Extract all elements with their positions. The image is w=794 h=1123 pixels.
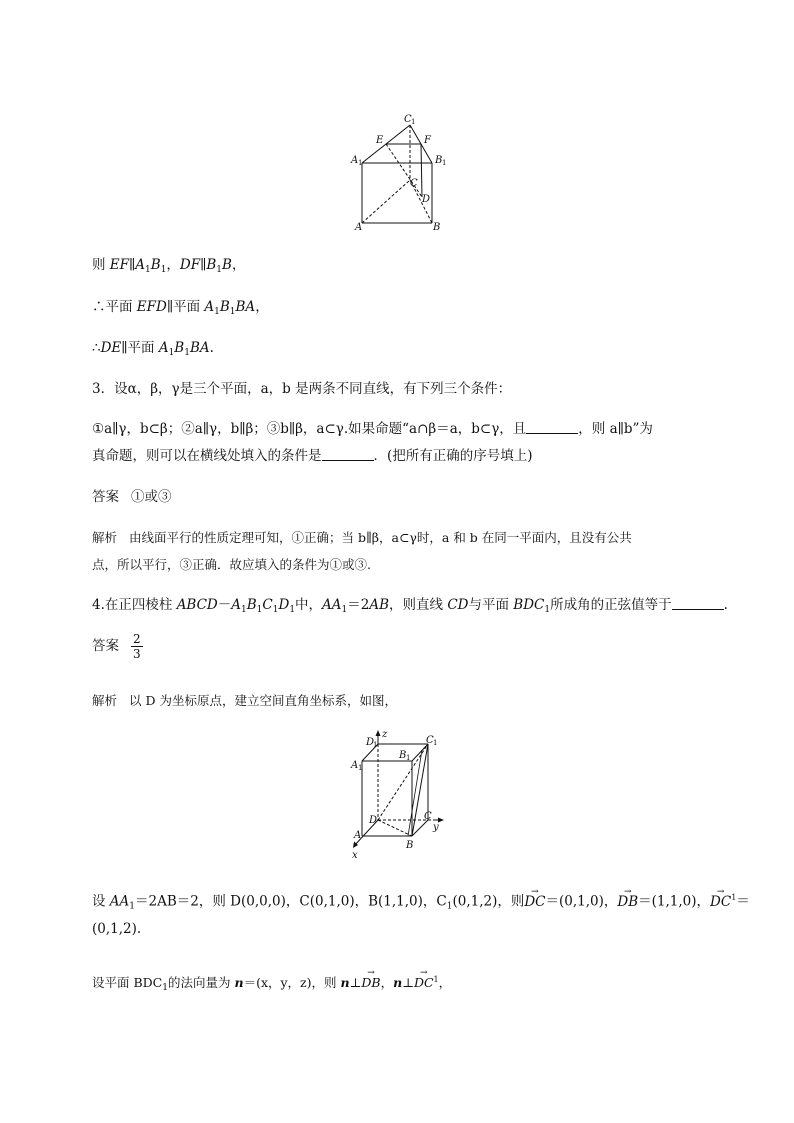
figure-coordinate-box [344, 728, 448, 860]
q3-conditions: ①a∥γ，b⊂β；②a∥γ，b∥β；③b∥β，a⊂γ.如果命题“a∩β＝a，b⊂γ，且 ，则 a∥b”为 [92, 421, 653, 437]
label-z: z [382, 729, 388, 740]
q3-question: 真命题，则可以在横线处填入的条件是 ．(把所有正确的序号填上) [92, 448, 533, 464]
label-a: A [355, 222, 363, 233]
q3-stem: 3．设α，β，γ是三个平面，a，b 是两条不同直线，有下列三个条件： [92, 381, 512, 397]
label-b: B [433, 222, 441, 233]
q3-blank-2 [322, 447, 374, 461]
label-c1-sub: 1 [411, 118, 416, 126]
label-c1: C [426, 735, 434, 746]
label-b1: B [399, 750, 407, 761]
label-f: F [424, 135, 431, 146]
q4-normal: 设平面 $BDC_1$的法向量为 n＝(x，y，z)，则 n⊥→ DB，n⊥→ $DC^1$， [92, 971, 451, 997]
label-x: x [352, 850, 358, 860]
svg-text:1: 1 [433, 739, 438, 747]
q3-blank-1 [526, 420, 578, 434]
label-c: C [424, 811, 432, 822]
label-b: B [406, 840, 414, 851]
svg-text:1: 1 [406, 754, 411, 762]
q4-coords-2: (0,1,2). [92, 921, 142, 937]
q4-analysis-1: 解析 以 D 为坐标原点，建立空间直角坐标系，如图， [92, 693, 397, 708]
label-b1-sub: 1 [442, 159, 447, 167]
label-a: A [354, 830, 362, 841]
label-c: C [410, 178, 418, 189]
q3-analysis-1: 解析 由线面平行的性质定理可知，①正确；当 b∥β，a⊂γ时，a 和 b 在同一平面内，且没有公共 [92, 530, 632, 545]
q4-answer: 答案 $\frac{2}{3}$ [92, 632, 141, 661]
q4-stem: 4.在正四棱柱 $ABCD-A_1B_1C_1D_1$中，$AA_1=2AB$，则直线 CD与平面 $BDC_1$所成角的正弦值等于 . [92, 597, 728, 615]
answer-fraction: $\frac{2}{3}$ [133, 632, 141, 661]
svg-text:1: 1 [358, 764, 363, 772]
label-a1: A [351, 760, 359, 771]
label-e: E [376, 135, 384, 146]
label-c1: C [404, 114, 412, 125]
proof-line-2: ∴平面 EFD∥平面 $A_1B_1BA$， [92, 299, 269, 317]
label-d: D [369, 815, 378, 826]
figure-prism [340, 108, 460, 236]
q4-blank [672, 596, 724, 610]
label-a1: A [351, 155, 359, 166]
label-d: D [422, 194, 431, 205]
proof-line-1: 则 $EF\parallel A_1B_1$，$DF\parallel B_1B$， [92, 257, 246, 275]
label-d1: D [366, 737, 375, 748]
label-a1-sub: 1 [358, 159, 363, 167]
proof-line-3: ∴DE∥平面 $A_1B_1BA$. [92, 340, 214, 358]
q4-coords: 设 $AA_1=2AB=2$，则 D(0,0,0)，C(0,1,0)，B(1,1,0)，$C_1(0,1,2)$，则→ DC＝(0,1,0)，→ DB＝(1,1,0)，→ $DC^1=$ [92, 889, 750, 916]
label-b1: B [435, 155, 443, 166]
svg-text:1: 1 [373, 741, 378, 749]
q3-answer: 答案 ①或③ [92, 489, 172, 505]
label-y: y [433, 822, 439, 833]
q3-analysis-2: 点，所以平行，③正确．故应填入的条件为①或③. [92, 557, 371, 572]
